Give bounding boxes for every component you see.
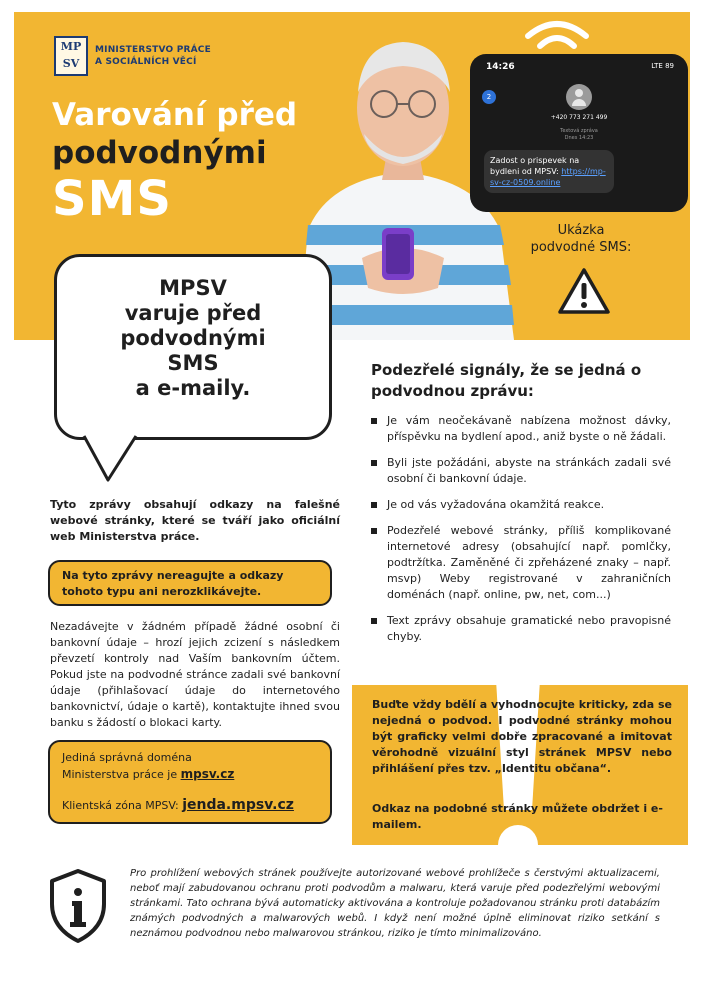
warning-triangle-icon xyxy=(556,266,612,316)
sms-fraud-link[interactable]: https://mp-sv-cz-0509.online xyxy=(490,167,606,187)
domain-label-1: Jediná správná doména xyxy=(62,751,192,764)
logo-text: MINISTERSTVO PRÁCE A SOCIÁLNÍCH VĚCÍ xyxy=(95,45,211,67)
list-item: Text zprávy obsahuje gramatické nebo pravopisné chyby. xyxy=(371,613,671,645)
caution-text: Buďte vždy bdělí a vyhodnocujte kriticky, zda se nejedná o podvod. I podvodné stránky mohou být graficky velmi dobře zpracované a imitovat věrohodně vizuální styl stránek MPSV nebo přihlášení přes tzv. „Identitu občana“. xyxy=(372,698,672,775)
page-title xyxy=(52,96,297,226)
wifi-icon xyxy=(522,14,592,58)
sender-avatar-icon xyxy=(566,84,592,110)
sample-caption: Ukázka podvodné SMS: xyxy=(530,223,632,255)
logo-mark: MP SV xyxy=(54,36,88,76)
client-zone-link[interactable]: jenda.mpsv.cz xyxy=(182,797,294,813)
official-domain-box xyxy=(48,740,332,824)
shield-info-icon xyxy=(48,868,108,944)
back-badge[interactable]: 2 xyxy=(482,90,496,104)
email-warning-text: Odkaz na podobné stránky můžete obdržet i e-mailem. xyxy=(372,802,663,831)
sms-phone-mockup xyxy=(470,54,688,212)
sms-meta: Textová zpráva Dnes 14:23 xyxy=(560,128,598,141)
title-line-2: podvodnými xyxy=(52,135,267,171)
phone-status: LTE 89 xyxy=(651,62,674,70)
sms-bubble xyxy=(484,150,614,193)
title-line-1: Varování před xyxy=(52,97,298,133)
sender-number: +420 773 271 499 xyxy=(550,114,608,121)
list-item: Je vám neočekávaně nabízena možnost dávky, příspěvku na bydlení apod., aniž byste o ně žádali. xyxy=(371,413,671,445)
official-domain-link[interactable]: mpsv.cz xyxy=(180,767,235,781)
speech-bubble-tail xyxy=(80,434,150,482)
title-line-3: SMS xyxy=(52,171,172,227)
signals-list xyxy=(371,413,671,655)
phone-time: 14:26 xyxy=(486,62,515,72)
banking-advice-paragraph: Nezadávejte v žádném případě žádné osobní či bankovní údaje – hrozí jejich zcizení s následkem převzetí kontroly nad Vaším bankovním účtem. Pokud jste na podvodné stránce zadali své bankovní údaje (přihlašovací údaje do internetového bankovnictví, údaje o kartě), kontaktujte ihned svou banku s žádostí o blokaci karty. xyxy=(50,620,340,729)
browser-advice-footnote: Pro prohlížení webových stránek používejte autorizované webové prohlížeče s čerstvými aktualizacemi, neboť mají zabudovanou ochranu proti podvodům a malwaru, která varuje před podezřelými webovými stránkami. Tato ochrana bývá automaticky aktivována a kontroluje požadovanou stránku proti databázím známých podvodných a malwarových webů. I když není možné úplně eliminovat riziko setkání s neznámou podvodnou nebo malwarovou stránkou, riziko je tímto minimalizováno. xyxy=(130,868,660,939)
mpsv-logo[interactable] xyxy=(54,36,211,76)
do-not-click-alert: Na tyto zprávy nereagujte a odkazy tohoto typu ani nerozklikávejte. xyxy=(48,560,332,606)
list-item: Byli jste požádáni, abyste na stránkách zadali své osobní či bankovní údaje. xyxy=(371,455,671,487)
signals-heading: Podezřelé signály, že se jedná o podvodnou zprávu: xyxy=(371,361,642,400)
list-item: Je od vás vyžadována okamžitá reakce. xyxy=(371,497,671,513)
client-zone-label: Klientská zóna MPSV: xyxy=(62,799,179,812)
callout-text: MPSV varuje před podvodnými SMS a e-maily. xyxy=(120,276,266,400)
intro-paragraph: Tyto zprávy obsahují odkazy na falešné webové stránky, které se tváří jako oficiální web Ministerstva práce. xyxy=(50,498,340,543)
sms-message: Zadost o prispevek na bydleni od MPSV: xyxy=(490,156,580,176)
domain-label-2: Ministerstva práce je xyxy=(62,768,178,781)
list-item: Podezřelé webové stránky, příliš komplikované internetové adresy (obsahující např. pomlčky, podtržítka. Zaměněné či zpřeházené znaky – např. msvp) Weby registrované v zahraničních doménách (např. online, pw, net, com...) xyxy=(371,523,671,603)
